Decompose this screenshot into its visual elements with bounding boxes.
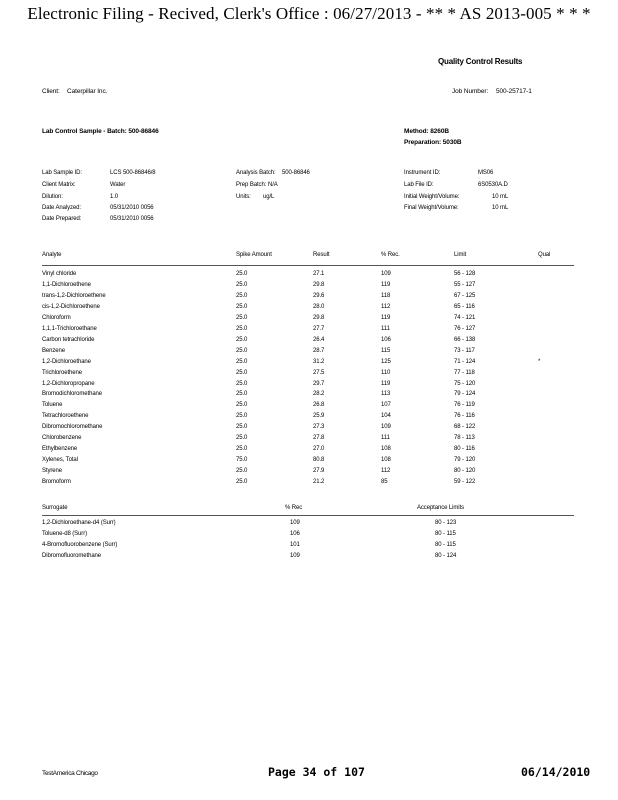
surrogate-rec: 106 <box>290 531 300 537</box>
job-number-label: Job Number: <box>452 88 489 95</box>
spike-amount: 25.0 <box>236 435 248 442</box>
limit-value: 67 - 125 <box>454 292 476 299</box>
result-value: 27.1 <box>313 271 325 277</box>
analyte-name: Dibromochloromethane <box>42 424 103 431</box>
section-title: Lab Control Sample - Batch: 500-86846 <box>42 128 159 135</box>
meta-value: 05/31/2010 0056 <box>110 205 154 211</box>
table-row <box>0 402 618 413</box>
surrogate-rec: 109 <box>290 520 300 526</box>
header-result: Result <box>313 252 330 258</box>
spike-amount: 25.0 <box>236 281 248 288</box>
result-value: 28.2 <box>313 391 325 398</box>
surrogate-header-rule <box>42 515 574 516</box>
analyte-name: trans-1,2-Dichloroethene <box>42 292 106 299</box>
meta-label: Units: <box>236 194 251 200</box>
spike-amount: 25.0 <box>236 424 248 431</box>
meta-label: Lab Sample ID: <box>42 170 82 176</box>
rec-value: 111 <box>381 435 390 442</box>
header-rec: % Rec. <box>381 252 400 258</box>
analyte-name: Bromoform <box>42 479 71 486</box>
analyte-name: Bromodichloromethane <box>42 391 103 398</box>
rec-value: 119 <box>381 314 391 321</box>
spike-amount: 25.0 <box>236 336 248 343</box>
meta-label: Lab File ID: <box>404 182 434 188</box>
limit-value: 76 - 119 <box>454 402 475 409</box>
meta-value: MS06 <box>478 170 494 176</box>
rec-value: 112 <box>381 303 391 310</box>
analyte-name: Styrene <box>42 468 62 475</box>
table-row <box>0 381 618 392</box>
table-row <box>0 542 618 553</box>
header-surrogate: Surrogate <box>42 505 68 511</box>
rec-value: 125 <box>381 358 391 365</box>
analyte-name: Benzene <box>42 347 65 354</box>
meta-label: Client Matrix: <box>42 182 76 188</box>
rec-value: 85 <box>381 479 388 486</box>
result-value: 21.2 <box>313 479 325 486</box>
analyte-name: 1,1,1-Trichloroethane <box>42 325 97 332</box>
analyte-name: Vinyl chloride <box>42 271 77 277</box>
analyte-name: Trichloroethene <box>42 369 82 376</box>
spike-amount: 25.0 <box>236 358 248 365</box>
result-value: 27.0 <box>313 446 325 453</box>
analyte-name: Chlorobenzene <box>42 435 82 442</box>
limit-value: 56 - 128 <box>454 271 476 277</box>
surrogate-name: Dibromofluoromethane <box>42 553 102 559</box>
spike-amount: 25.0 <box>236 325 248 332</box>
table-row <box>0 348 618 359</box>
report-title: Quality Control Results <box>438 57 523 66</box>
filing-banner: Electronic Filing - Recived, Clerk's Office : 06/27/2013 - ** * AS 2013-005 * * * <box>27 4 591 23</box>
meta-label: Final Weight/Volume: <box>404 205 459 211</box>
rec-value: 108 <box>381 457 391 464</box>
analyte-name: Xylenes, Total <box>42 457 78 464</box>
spike-amount: 25.0 <box>236 413 248 420</box>
header-limit: Limit <box>454 252 467 258</box>
table-row <box>0 304 618 315</box>
spike-amount: 25.0 <box>236 369 248 376</box>
job-number-value: 500-25717-1 <box>496 88 532 95</box>
rec-value: 107 <box>381 402 391 409</box>
qual-flag: * <box>538 358 541 365</box>
limit-value: 55 - 127 <box>454 281 476 288</box>
table-row <box>0 370 618 381</box>
table-row <box>0 293 618 304</box>
result-value: 26.4 <box>313 336 325 343</box>
analyte-name: Ethylbenzene <box>42 446 78 453</box>
table-row <box>0 435 618 446</box>
table-row <box>0 359 618 370</box>
limit-value: 66 - 138 <box>454 336 476 343</box>
analyte-name: 1,2-Dichloroethane <box>42 358 91 365</box>
table-row <box>0 424 618 435</box>
analyte-name: cis-1,2-Dichloroethene <box>42 303 100 310</box>
spike-amount: 25.0 <box>236 468 248 475</box>
meta-value: 6S0530A.D <box>478 182 508 188</box>
spike-amount: 25.0 <box>236 380 248 387</box>
table-row <box>0 457 618 468</box>
meta-label: Analysis Batch: <box>236 170 276 176</box>
result-value: 29.7 <box>313 380 325 387</box>
rec-value: 113 <box>381 391 391 398</box>
rec-value: 109 <box>381 271 391 277</box>
analyte-name: 1,1-Dichloroethene <box>42 281 91 288</box>
meta-value: LCS 500-86846/8 <box>110 170 156 176</box>
table-row <box>0 337 618 348</box>
limit-value: 65 - 116 <box>454 303 475 310</box>
surrogate-name: Toluene-d8 (Surr) <box>42 531 87 537</box>
result-value: 26.8 <box>313 402 325 409</box>
table-row <box>0 520 618 531</box>
result-value: 28.0 <box>313 303 325 310</box>
result-value: 80.8 <box>313 457 325 464</box>
meta-value: 500-86846 <box>282 170 310 176</box>
method: Method: 8260B <box>404 128 449 135</box>
limit-value: 76 - 127 <box>454 325 476 332</box>
surrogate-rec: 109 <box>290 553 300 559</box>
surrogate-name: 4-Bromofluorobenzene (Surr) <box>42 542 118 548</box>
analyte-name: 1,2-Dichloropropane <box>42 380 95 387</box>
footer-date: 06/14/2010 <box>521 765 591 779</box>
meta-value: ug/L <box>263 194 275 200</box>
client-label: Client: <box>42 88 60 95</box>
result-value: 27.9 <box>313 468 325 475</box>
rec-value: 110 <box>381 369 391 376</box>
meta-value: 10 mL <box>492 205 509 211</box>
meta-value: Water <box>110 182 126 188</box>
meta-label: Initial Weight/Volume: <box>404 194 460 200</box>
result-value: 27.3 <box>313 424 325 431</box>
spike-amount: 25.0 <box>236 314 248 321</box>
table-row <box>0 531 618 542</box>
table-row <box>0 479 618 490</box>
rec-value: 119 <box>381 380 391 387</box>
result-value: 27.8 <box>313 435 325 442</box>
acceptance-limit: 80 - 123 <box>435 520 457 526</box>
spike-amount: 25.0 <box>236 402 248 409</box>
meta-label: Dilution: <box>42 194 63 200</box>
spike-amount: 75.0 <box>236 457 248 464</box>
limit-value: 71 - 124 <box>454 358 476 365</box>
header-surrogate-rec: % Rec <box>285 505 303 511</box>
limit-value: 78 - 113 <box>454 435 475 442</box>
limit-value: 76 - 116 <box>454 413 475 420</box>
table-row <box>0 271 618 282</box>
analyte-name: Toluene <box>42 402 63 409</box>
rec-value: 112 <box>381 468 391 475</box>
header-qual: Qual <box>538 252 551 258</box>
limit-value: 77 - 118 <box>454 369 475 376</box>
footer-lab-name: TestAmerica Chicago <box>42 770 98 777</box>
table-row <box>0 315 618 326</box>
analyte-header-rule <box>42 265 574 266</box>
table-row <box>0 282 618 293</box>
header-analyte: Analyte <box>42 252 62 258</box>
rec-value: 115 <box>381 347 391 354</box>
result-value: 25.9 <box>313 413 325 420</box>
meta-label: Date Analyzed: <box>42 205 81 211</box>
spike-amount: 25.0 <box>236 347 248 354</box>
limit-value: 74 - 121 <box>454 314 476 321</box>
rec-value: 108 <box>381 446 391 453</box>
spike-amount: 25.0 <box>236 391 248 398</box>
spike-amount: 25.0 <box>236 479 248 486</box>
acceptance-limit: 80 - 115 <box>435 542 456 548</box>
analyte-table-header <box>0 252 618 263</box>
acceptance-limit: 80 - 115 <box>435 531 456 537</box>
rec-value: 104 <box>381 413 391 420</box>
surrogate-rec: 101 <box>290 542 300 548</box>
limit-value: 80 - 120 <box>454 468 476 475</box>
meta-value: N/A <box>268 182 278 188</box>
limit-value: 75 - 120 <box>454 380 476 387</box>
result-value: 31.2 <box>313 358 325 365</box>
spike-amount: 25.0 <box>236 446 248 453</box>
limit-value: 68 - 122 <box>454 424 476 431</box>
meta-label: Date Prepared: <box>42 216 82 222</box>
footer-page-number: Page 34 of 107 <box>268 765 365 779</box>
header-spike-amount: Spike Amount <box>236 252 272 258</box>
header-acceptance-limits: Acceptance Limits <box>417 505 464 511</box>
table-row <box>0 391 618 402</box>
rec-value: 106 <box>381 336 391 343</box>
analyte-name: Tetrachloroethene <box>42 413 89 420</box>
limit-value: 59 - 122 <box>454 479 476 486</box>
rec-value: 111 <box>381 325 390 332</box>
result-value: 27.7 <box>313 325 325 332</box>
limit-value: 80 - 116 <box>454 446 475 453</box>
meta-value: 1.0 <box>110 194 119 200</box>
table-row <box>0 326 618 337</box>
result-value: 29.8 <box>313 281 325 288</box>
result-value: 27.5 <box>313 369 325 376</box>
rec-value: 119 <box>381 281 391 288</box>
limit-value: 79 - 124 <box>454 391 476 398</box>
result-value: 29.6 <box>313 292 325 299</box>
preparation: Preparation: 5030B <box>404 139 462 146</box>
surrogate-name: 1,2-Dichloroethane-d4 (Surr) <box>42 520 116 526</box>
rec-value: 109 <box>381 424 391 431</box>
result-value: 29.8 <box>313 314 325 321</box>
table-row <box>0 446 618 457</box>
limit-value: 79 - 120 <box>454 457 476 464</box>
client-value: Caterpillar Inc. <box>67 88 108 95</box>
rec-value: 118 <box>381 292 391 299</box>
result-value: 28.7 <box>313 347 325 354</box>
meta-label: Instrument ID: <box>404 170 441 176</box>
analyte-name: Carbon tetrachloride <box>42 336 95 343</box>
meta-value: 05/31/2010 0056 <box>110 216 154 222</box>
analyte-name: Chloroform <box>42 314 71 321</box>
meta-label: Prep Batch: <box>236 182 267 188</box>
spike-amount: 25.0 <box>236 303 248 310</box>
table-row <box>0 553 618 564</box>
acceptance-limit: 80 - 124 <box>435 553 457 559</box>
meta-value: 10 mL <box>492 194 509 200</box>
spike-amount: 25.0 <box>236 292 248 299</box>
table-row <box>0 413 618 424</box>
limit-value: 73 - 117 <box>454 347 475 354</box>
spike-amount: 25.0 <box>236 271 248 277</box>
table-row <box>0 468 618 479</box>
